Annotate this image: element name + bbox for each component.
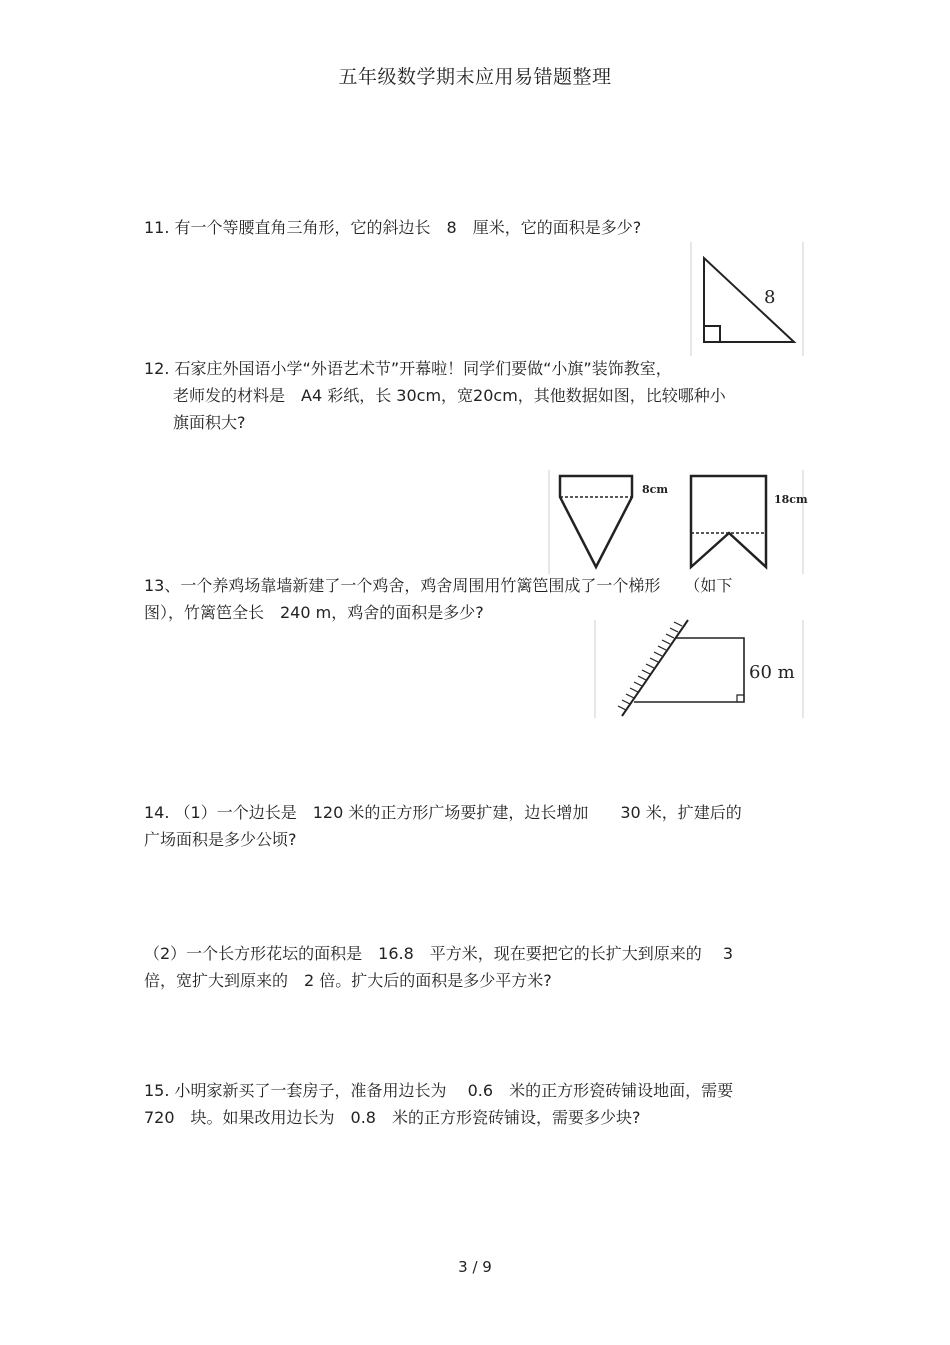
flag-b-label: 18cm (774, 493, 808, 506)
question-12-line-2: 老师发的材料是 A4 彩纸，长 30cm，宽20cm，其他数据如图，比较哪种小 (173, 386, 726, 405)
flag-a-label: 8cm (642, 483, 668, 496)
question-14-1-line-1: 14. （1）一个边长是 120 米的正方形广场要扩建，边长增加 30 米，扩建后的 (144, 803, 742, 822)
question-14-part-1 (144, 799, 808, 853)
height-label: 60 m (749, 662, 795, 683)
question-14-2-line-2: 倍，宽扩大到原来的 2 倍。扩大后的面积是多少平方米? (144, 971, 552, 990)
question-12 (144, 355, 808, 436)
question-15 (144, 1077, 808, 1131)
question-14-1-line-2: 广场面积是多少公顷? (144, 830, 297, 849)
question-12-line-1: 12. 石家庄外国语小学“外语艺术节”开幕啦！同学们要做“小旗”装饰教室， (144, 359, 672, 378)
question-15-line-1: 15. 小明家新买了一套房子，准备用边长为 0.6 米的正方形瓷砖铺设地面，需要 (144, 1081, 734, 1100)
page-number: 3 / 9 (458, 1258, 492, 1276)
figure-flags (548, 470, 806, 576)
page-title: 五年级数学期末应用易错题整理 (338, 66, 612, 88)
question-11 (144, 214, 808, 241)
question-14-2-line-1: （2）一个长方形花坛的面积是 16.8 平方米，现在要把它的长扩大到原来的 3 (144, 944, 734, 963)
question-15-line-2: 720 块。如果改用边长为 0.8 米的正方形瓷砖铺设，需要多少块? (144, 1108, 641, 1127)
figure-isosceles-right-triangle (690, 240, 805, 358)
figure-chicken-coop-trapezoid (594, 618, 806, 720)
question-12-line-3: 旗面积大? (173, 413, 246, 432)
question-11-text: 11. 有一个等腰直角三角形，它的斜边长 8 厘米，它的面积是多少? (144, 218, 642, 237)
question-14-part-2 (144, 940, 808, 994)
question-13-line-2: 图），竹篱笆全长 240 m，鸡舍的面积是多少? (144, 603, 484, 622)
question-13-line-1: 13、一个养鸡场靠墙新建了一个鸡舍，鸡舍周围用竹篱笆围成了一个梯形 （如下 (144, 576, 733, 595)
hypotenuse-label: 8 (764, 287, 776, 308)
